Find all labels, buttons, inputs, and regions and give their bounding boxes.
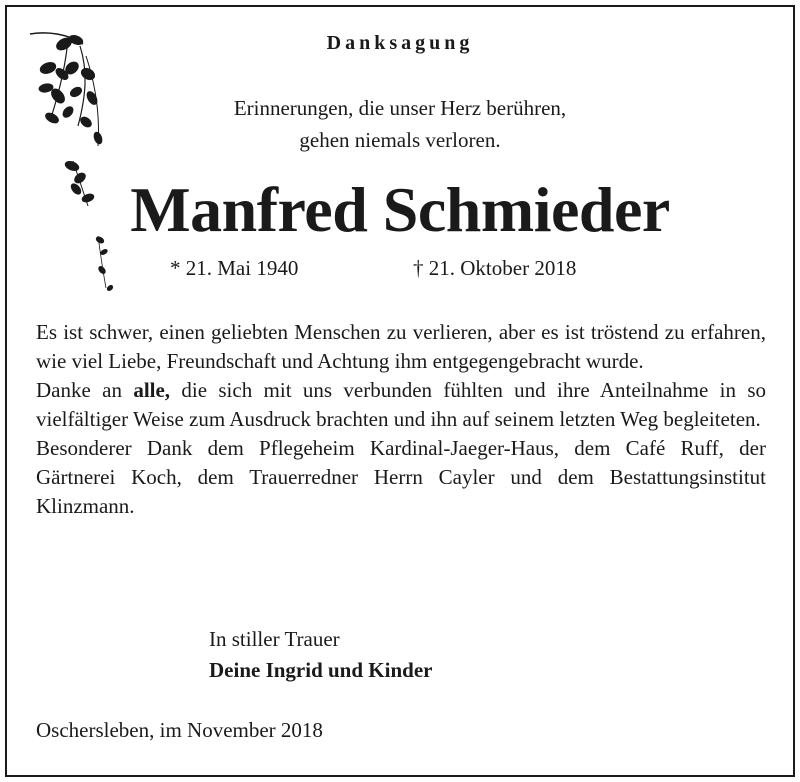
paragraph-2-start: Danke an	[36, 378, 134, 402]
motto-line-2: gehen niemals verloren.	[299, 128, 501, 152]
paragraph-3: Besonderer Dank dem Pflegeheim Kardinal-Jaeger-Haus, dem Café Ruff, der Gärtnerei Koch, dem Trauerredner Herrn Cayler und dem Bestattungsinstitut Klinzmann.	[36, 436, 766, 518]
paragraph-2-end: die sich mit uns verbunden fühlten und ihre Anteilnahme in so vielfältiger Weise zum Ausdruck brachten und ihn auf seinem letzten Weg begleiteten.	[36, 378, 766, 431]
motto	[0, 92, 800, 156]
paragraph-2	[36, 376, 766, 434]
birth-date: * 21. Mai 1940	[170, 256, 299, 280]
closing	[209, 624, 432, 686]
thanks-text	[36, 318, 766, 521]
leaf-branch-icon	[28, 26, 118, 301]
closing-line-1: In stiller Trauer	[209, 627, 340, 651]
paragraph-1: Es ist schwer, einen geliebten Menschen zu verlieren, aber es ist tröstend zu erfahren, wie viel Liebe, Freundschaft und Achtung ihm entgegengebracht wurde.	[36, 320, 766, 373]
paragraph-2-emphasis: alle,	[133, 378, 171, 402]
death-date: † 21. Oktober 2018	[413, 256, 577, 280]
motto-line-1: Erinnerungen, die unser Herz berühren,	[233, 96, 567, 120]
notice-heading: Danksagung	[326, 32, 474, 54]
place-date: Oschersleben, im November 2018	[36, 718, 323, 742]
deceased-name: Manfred Schmieder	[130, 174, 670, 245]
signature: Deine Ingrid und Kinder	[209, 658, 433, 682]
